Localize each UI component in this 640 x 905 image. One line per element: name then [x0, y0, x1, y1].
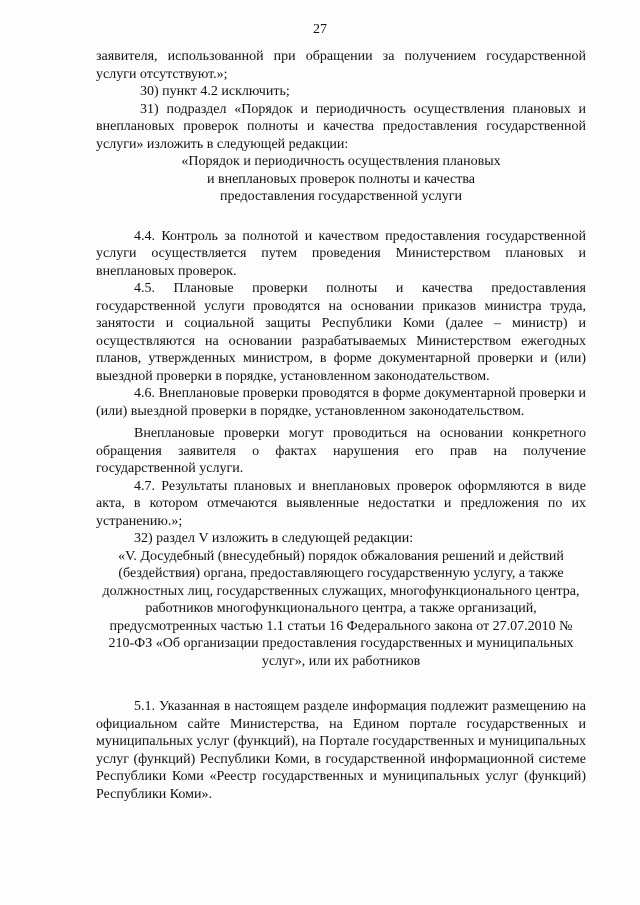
page-number: 27 — [313, 22, 327, 37]
clause-5-1: 5.1. Указанная в настоящем разделе информация подлежит размещению на официальном сайте Министерства, на Едином портале государственных и муниципальных услуг (функций), на Портале государственных и муниципальных услуг (функций) Республики Коми, в государственной информационной системе Республики Коми «Реестр государственных и муниципальных услуг (функций) Республики Коми». — [96, 699, 586, 802]
item-30: 30) пункт 4.2 исключить; — [140, 84, 290, 99]
clause-4-5: 4.5. Плановые проверки полноты и качества предоставления государственной услуги проводятся на основании приказов министра труда, занятости и социальной защиты Республики Коми (далее – министр) и осуществляются на основании разрабатываемых Министерством ежегодных планов, утвержденных министром, в форме документарной проверки и (или) выездной проверки в порядке, установленном законодательством. — [96, 281, 586, 384]
item-31: 31) подраздел «Порядок и периодичность осуществления плановых и внеплановых проверок полноты и качества предоставления государственной услуги» изложить в следующей редакции: — [96, 101, 586, 152]
clause-4-7: 4.7. Результаты плановых и внеплановых проверок оформляются в виде акта, в котором отмечаются выявленные недостатки и предложения по их устранению.»; — [96, 478, 586, 529]
clause-4-4: 4.4. Контроль за полнотой и качеством предоставления государственной услуги осуществляется путем проведения Министерством плановых и внеплановых проверок. — [96, 228, 586, 279]
item-32: 32) раздел V изложить в следующей редакции: — [134, 531, 414, 546]
subsection-heading-line-3: предоставления государственной услуги — [220, 189, 462, 204]
subsection-heading-line-2: и внеплановых проверок полноты и качества — [207, 171, 475, 187]
paragraph-continuation: заявителя, использованной при обращении за получением государственной услуги отсутствуют.»; — [96, 49, 586, 82]
section-v-heading: «V. Досудебный (внесудебный) порядок обжалования решений и действий (бездействия) органа, предоставляющего государственную услугу, а также должностных лиц, государственных служащих, многофункционального центра, работников многофункционального центра, а также организаций, предусмотренных частью 1.1 статьи 16 Федерального закона от 27.07.2010 № 210-ФЗ «Об организации предоставления государственных и муниципальных услуг», или их работников — [102, 548, 580, 669]
document-body — [96, 48, 586, 803]
clause-4-6-extra: Внеплановые проверки могут проводиться на основании конкретного обращения заявителя о фактах нарушения его прав на получение государственной услуги. — [96, 426, 586, 476]
clause-4-6: 4.6. Внеплановые проверки проводятся в форме документарной проверки и (или) выездной проверки в порядке, установленном законодательством. — [96, 386, 586, 419]
subsection-heading-line-1: «Порядок и периодичность осуществления плановых — [181, 154, 501, 169]
